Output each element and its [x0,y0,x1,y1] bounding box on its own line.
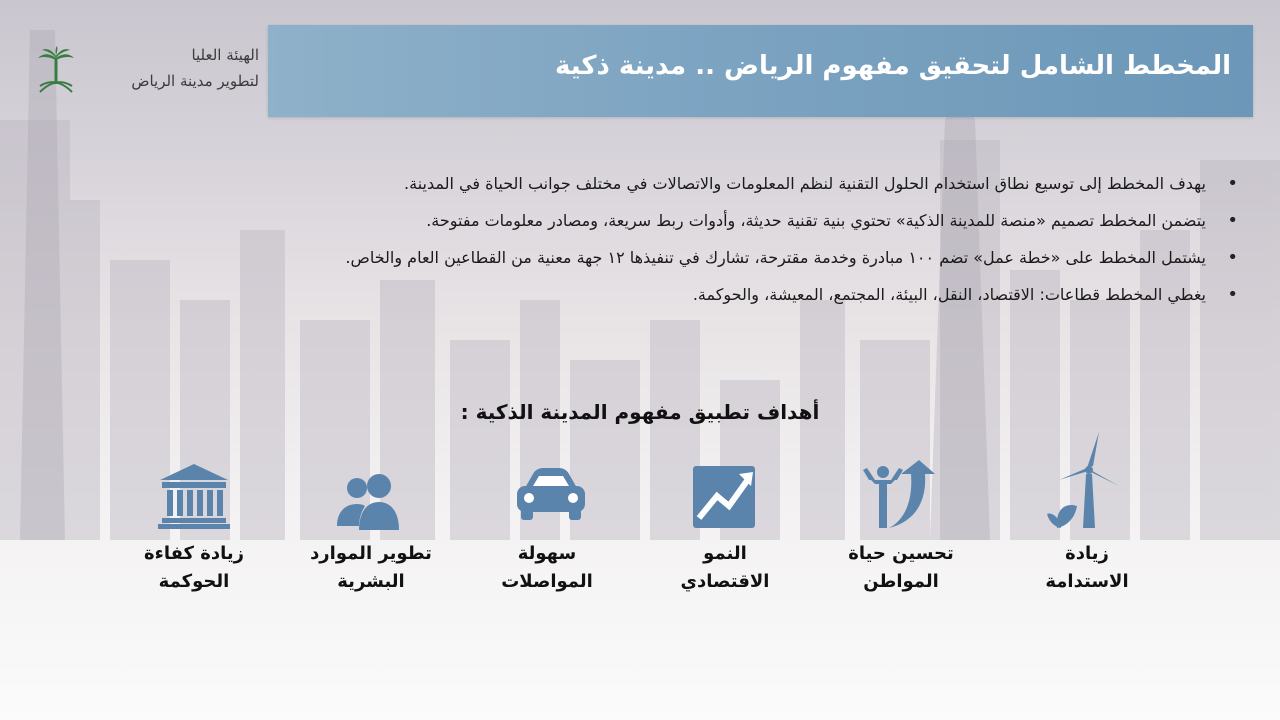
logo-line2: لتطوير مدينة الرياض [131,72,259,90]
person-growth-arrow-icon [861,430,941,530]
wind-turbine-icon [1047,430,1127,530]
growth-chart-icon [685,430,765,530]
bullet-list [98,165,1238,313]
goal-transport [457,430,637,596]
bullet-dot-icon: • [1227,210,1238,231]
bullet-item [98,202,1238,239]
bullet-text: يشتمل المخطط على «خطة عمل» تضم ١٠٠ مبادرة وخدمة مقترحة، تشارك في تنفيذها ١٢ جهة معنية من القطاعين العام والخاص. [345,248,1206,267]
goal-economic-growth [635,430,815,596]
goal-label: تحسين حياة المواطن [848,543,954,592]
goal-label: النمو الاقتصادي [680,543,770,592]
slide-title: المخطط الشامل لتحقيق مفهوم الرياض .. مدينة ذكية [555,51,1231,81]
bullet-dot-icon: • [1227,247,1238,268]
bullet-dot-icon: • [1227,284,1238,305]
palm-swords-emblem-icon [36,46,76,96]
car-icon [507,430,587,530]
goal-label: سهولة المواصلات [501,543,593,592]
goal-sustainability [997,430,1177,596]
authority-logo [30,40,265,100]
goal-label: زيادة كفاءة الحوكمة [143,543,245,592]
goals-row [0,430,1280,630]
goal-human-resources [281,430,461,596]
people-icon [331,430,411,530]
bullet-text: يهدف المخطط إلى توسيع نطاق استخدام الحلول التقنية لنظم المعلومات والاتصالات في مختلف جوانب الحياة في المدينة. [404,174,1206,193]
bullet-item [98,239,1238,276]
goal-governance [104,430,284,596]
goal-label: تطوير الموارد البشرية [310,543,432,592]
title-banner [268,25,1253,117]
bullet-item [98,276,1238,313]
bullet-text: يتضمن المخطط تصميم «منصة للمدينة الذكية» تحتوي بنية تقنية حديثة، وأدوات ربط سريعة، ومصادر معلومات مفتوحة. [426,211,1206,230]
government-building-icon [154,430,234,530]
goals-heading: أهداف تطبيق مفهوم المدينة الذكية : [460,400,820,424]
goal-label: زيادة الاستدامة [1045,543,1129,592]
bullet-text: يغطي المخطط قطاعات: الاقتصاد، النقل، البيئة، المجتمع، المعيشة، والحوكمة. [692,285,1206,304]
logo-line1: الهيئة العليا [191,46,259,64]
bullet-dot-icon: • [1227,173,1238,194]
bullet-item [98,165,1238,202]
goal-citizen-life [811,430,991,596]
